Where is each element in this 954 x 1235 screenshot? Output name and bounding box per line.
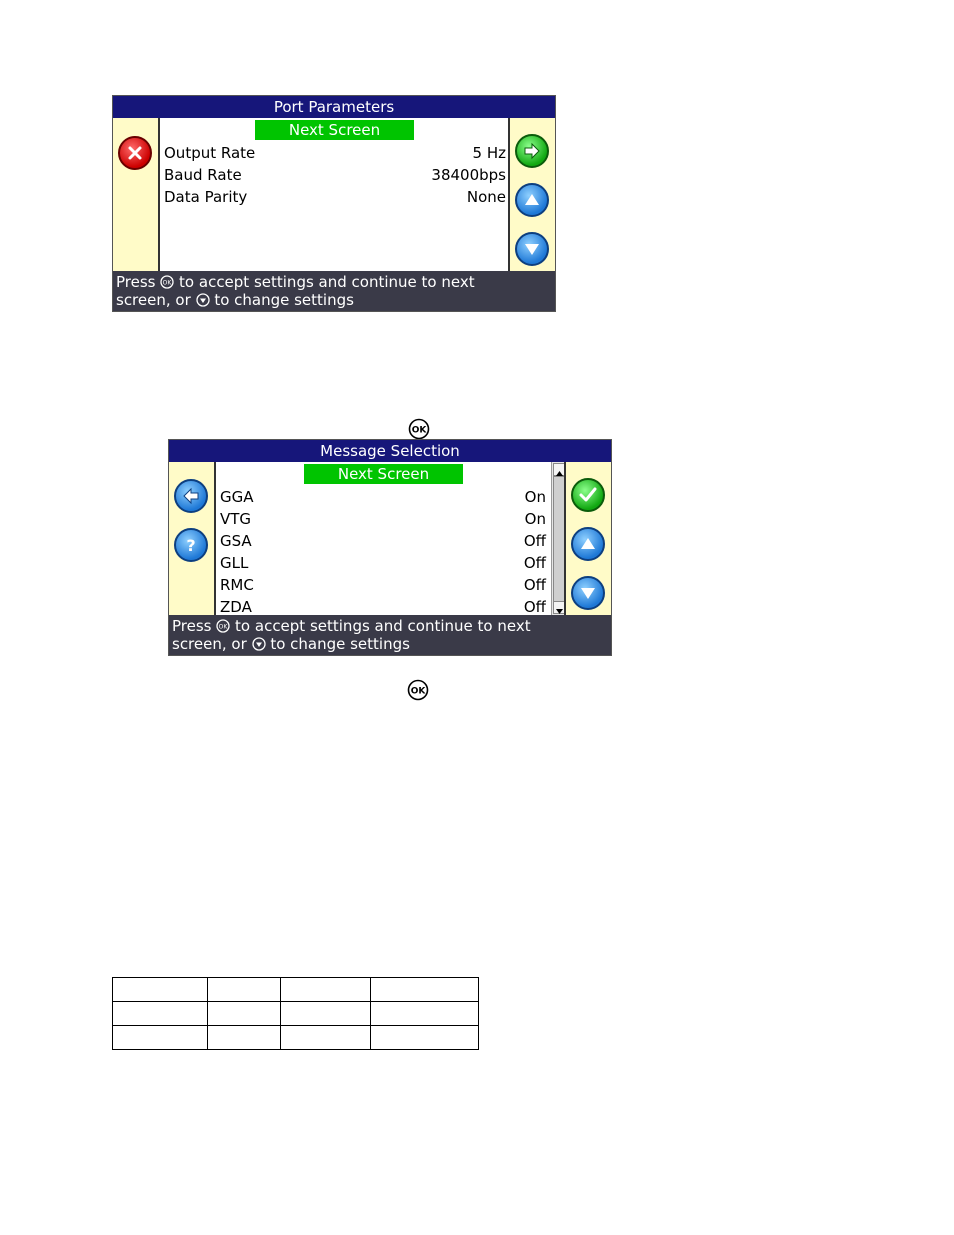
svg-text:OK: OK [411, 425, 427, 436]
help-button[interactable] [174, 528, 208, 562]
setting-value: 5 Hz [472, 144, 506, 162]
message-value: Off [523, 532, 546, 550]
arrow-down-icon [579, 585, 597, 601]
list-item[interactable] [220, 530, 546, 552]
screen-title: Message Selection [169, 440, 611, 462]
setting-label: Baud Rate [164, 166, 242, 184]
scroll-down-button[interactable] [515, 232, 549, 266]
down-button-icon [196, 293, 210, 307]
svg-text:OK: OK [410, 686, 426, 697]
status-text: Press [116, 273, 156, 291]
message-list [216, 462, 566, 615]
status-line [116, 291, 552, 309]
status-text: to accept settings and continue to next [235, 617, 531, 635]
list-item[interactable] [220, 508, 546, 530]
status-line [116, 273, 552, 291]
scroll-up-button[interactable] [515, 183, 549, 217]
status-text: to accept settings and continue to next [179, 273, 475, 291]
port-parameters-screen [112, 95, 556, 312]
table-cell [281, 1026, 371, 1050]
next-screen-button[interactable]: Next Screen [255, 120, 414, 140]
message-selection-screen [168, 439, 612, 656]
message-label: VTG [220, 510, 252, 528]
table-cell [281, 1002, 371, 1026]
back-button[interactable] [174, 479, 208, 513]
table-cell [208, 1026, 281, 1050]
setting-label: Data Parity [164, 188, 248, 206]
right-button-panel [508, 118, 555, 271]
list-item[interactable] [220, 486, 546, 508]
question-icon [182, 536, 200, 554]
ok-button-icon [407, 679, 429, 701]
setting-label: Output Rate [164, 144, 256, 162]
status-text: screen, or [172, 635, 247, 653]
settings-list [160, 118, 510, 271]
close-icon [127, 145, 143, 161]
arrow-up-icon [523, 192, 541, 208]
table-row [113, 978, 479, 1002]
table-cell [113, 1002, 208, 1026]
status-text: screen, or [116, 291, 191, 309]
next-button[interactable] [515, 134, 549, 168]
list-item[interactable] [164, 186, 506, 208]
cancel-button[interactable] [118, 136, 152, 170]
svg-text:OK: OK [218, 623, 228, 631]
table-row [113, 1002, 479, 1026]
message-label: ZDA [220, 598, 252, 615]
scroll-up-button[interactable] [571, 527, 605, 561]
arrow-down-icon [523, 241, 541, 257]
setting-value: None [466, 188, 506, 206]
message-value: Off [523, 554, 546, 572]
message-value: On [524, 488, 546, 506]
next-screen-button[interactable]: Next Screen [304, 464, 463, 484]
svg-text:?: ? [186, 536, 196, 554]
list-item[interactable] [164, 164, 506, 186]
empty-table [112, 977, 479, 1050]
left-button-panel [113, 118, 160, 271]
setting-value: 38400bps [431, 166, 506, 184]
message-value: On [524, 510, 546, 528]
screen-title: Port Parameters [113, 96, 555, 118]
message-label: GLL [220, 554, 249, 572]
message-label: GGA [220, 488, 254, 506]
checkmark-icon [578, 486, 598, 504]
list-item[interactable] [164, 142, 506, 164]
ok-button-icon [160, 275, 174, 289]
status-text: Press [172, 617, 212, 635]
message-label: GSA [220, 532, 252, 550]
right-button-panel [564, 462, 611, 615]
message-value: Off [523, 576, 546, 594]
svg-text:OK: OK [162, 279, 172, 287]
table-cell [208, 1002, 281, 1026]
status-bar [169, 615, 611, 655]
message-value: Off [523, 598, 546, 615]
scroll-down-button[interactable] [571, 576, 605, 610]
table-cell [371, 1002, 479, 1026]
status-bar [113, 271, 555, 311]
left-button-panel [169, 462, 216, 615]
table-cell [371, 978, 479, 1002]
table-cell [281, 978, 371, 1002]
table-cell [113, 978, 208, 1002]
table-cell [371, 1026, 479, 1050]
list-item[interactable] [220, 574, 546, 596]
arrow-right-icon [523, 142, 541, 160]
status-line [172, 617, 608, 635]
table-row [113, 1026, 479, 1050]
ok-button-icon [408, 418, 430, 440]
list-item[interactable] [220, 596, 546, 615]
status-text: to change settings [270, 635, 410, 653]
table-cell [208, 978, 281, 1002]
table-cell [113, 1026, 208, 1050]
arrow-up-icon [579, 536, 597, 552]
status-line [172, 635, 608, 653]
message-label: RMC [220, 576, 254, 594]
down-button-icon [252, 637, 266, 651]
list-item[interactable] [220, 552, 546, 574]
status-text: to change settings [214, 291, 354, 309]
ok-button-icon [216, 619, 230, 633]
confirm-button[interactable] [571, 478, 605, 512]
arrow-left-icon [182, 487, 200, 505]
